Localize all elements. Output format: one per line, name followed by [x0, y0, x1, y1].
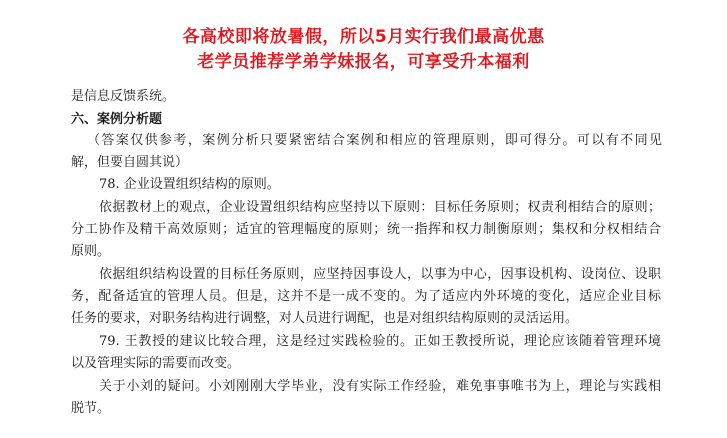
body-line: 解，但要自圆其说） [71, 155, 189, 170]
question-title: 79. 王教授的建议比较合理，这是经过实践检验的。正如王教授所说，理论应该随着管理环境 [99, 334, 661, 349]
body-line: 关于小刘的疑问。小刘刚刚大学毕业，没有实际工作经验，难免事事唯书为上，理论与实践相 [99, 379, 661, 394]
body-line: 务，配备适宜的管理人员。但是，这并不是一成不变的。为了适应内外环境的变化，适应企业目标 [71, 289, 661, 304]
body-line: 原则。 [71, 244, 111, 259]
section-heading: 六、案例分析题 [71, 112, 163, 127]
body-line: 以及管理实际的需要而改变。 [71, 356, 241, 371]
body-line: 任务的要求，对职务结构进行调整，对人员进行调配，也是对组织结构原则的灵活运用。 [71, 311, 579, 326]
body-line: 依据组织结构设置的目标任务原则，应坚持因事设人，以事为中心，因事设机构、设岗位、设职 [99, 267, 661, 282]
body-line: 依据教材上的观点，企业设置组织结构应坚持以下原则：目标任务原则；权责利相结合的原则； [99, 200, 661, 215]
body-line: 是信息反馈系统。 [71, 89, 176, 104]
body-line: （答案仅供参考，案例分析只要紧密结合案例和相应的管理原则，即可得分。可以有不同见 [87, 133, 662, 148]
body-line: 分工协作及精干高效原则；适宜的管理幅度的原则；统一指挥和权力制衡原则；集权和分权相结合 [71, 222, 661, 237]
body-line: 脱节。 [71, 401, 111, 416]
question-title: 78. 企业设置组织结构的原则。 [99, 177, 280, 192]
promo-banner-line-1: 各高校即将放暑假，所以5月实行我们最高优惠 [182, 27, 545, 47]
promo-banner-line-2: 老学员推荐学弟学妹报名，可享受升本福利 [197, 52, 530, 72]
